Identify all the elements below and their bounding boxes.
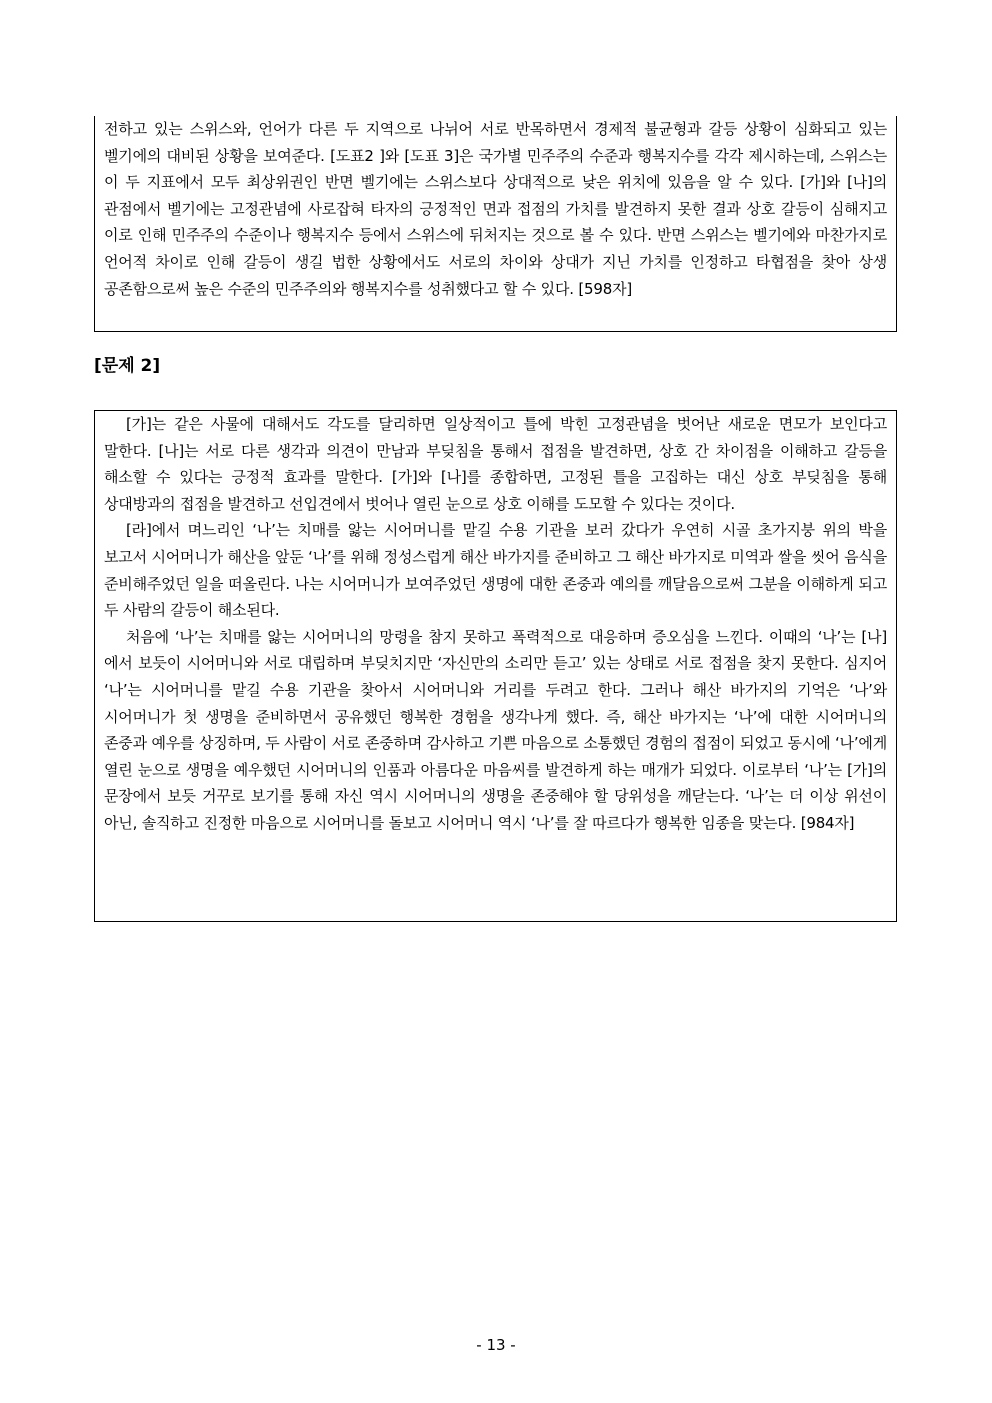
answer-1-paragraph: 전하고 있는 스위스와, 언어가 다른 두 지역으로 나뉘어 서로 반목하면서 경제적 불균형과 갈등 상황이 심화되고 있는 벨기에의 대비된 상황을 보여준다. [도표2 ]와 [도표 3]은 국가별 민주주의 수준과 행복지수를 각각 제시하는데, 스위스는 이 두 지표에서 모두 최상위권인 반면 벨기에는 스위스보다 상대적으로 낮은 위치에 있음을 알 수 있다. [가]와 [나]의 관점에서 벨기에는 고정관념에 사로잡혀 타자의 긍정적인 면과 접점의 가치를 발견하지 못한 결과 상호 갈등이 심해지고 이로 인해 민주주의 수준이나 행복지수 등에서 스위스에 뒤처지는 것으로 볼 수 있다. 반면 스위스는 벨기에와 마찬가지로 언어적 차이로 인해 갈등이 생길 법한 상황에서도 서로의 차이와 상대가 지닌 가치를 인정하고 타협점을 찾아 상생 공존함으로써 높은 수준의 민주주의와 행복지수를 성취했다고 할 수 있다. [598자] [104, 120, 887, 298]
problem-2-paragraph-3: 처음에 ‘나’는 치매를 앓는 시어머니의 망령을 참지 못하고 폭력적으로 대응하며 증오심을 느낀다. 이때의 ‘나’는 [나]에서 보듯이 시어머니와 서로 대립하며 부딪치지만 ‘자신만의 소리만 듣고’ 있는 상태로 서로 접점을 찾지 못한다. 심지어 ‘나’는 시어머니를 맡길 수용 기관을 찾아서 시어머니와 거리를 두려고 한다. 그러나 해산 바가지의 기억은 ‘나’와 시어머니가 첫 생명을 준비하면서 공유했던 행복한 경험을 생각나게 했다. 즉, 해산 바가지는 ‘나’에 대한 시어머니의 존중과 예우를 상징하며, 두 사람이 서로 존중하며 감사하고 기쁜 마음으로 소통했던 경험의 접점이 되었고 동시에 ‘나’에게 열린 눈으로 생명을 예우했던 시어머니의 인품과 아름다운 마음씨를 발견하게 하는 매개가 되었다. 이로부터 ‘나’는 [가]의 문장에서 보듯 거꾸로 보기를 통해 자신 역시 시어머니의 생명을 존중해야 할 당위성을 깨닫는다. ‘나’는 더 이상 위선이 아닌, 솔직하고 진정한 마음으로 시어머니를 돌보고 시어머니 역시 ‘나’를 잘 따르다가 행복한 임종을 맞는다. [984자] [104, 627, 887, 832]
problem-2-title: [문제 2] [94, 356, 161, 376]
answer-box-2 [94, 410, 897, 922]
problem-2-paragraph-2: [라]에서 며느리인 ‘나’는 치매를 앓는 시어머니를 맡길 수용 기관을 보러 갔다가 우연히 시골 초가지붕 위의 박을 보고서 시어머니가 해산을 앞둔 ‘나’를 위해 정성스럽게 해산 바가지를 준비하고 그 해산 바가지로 미역과 쌀을 씻어 음식을 준비해주었던 일을 떠올린다. 나는 시어머니가 보여주었던 생명에 대한 존중과 예의를 깨달음으로써 그분을 이해하게 되고 두 사람의 갈등이 해소된다. [104, 521, 887, 620]
page-number: - 13 - [476, 1336, 516, 1354]
problem-2-paragraph-1: [가]는 같은 사물에 대해서도 각도를 달리하면 일상적이고 틀에 박힌 고정관념을 벗어난 새로운 면모가 보인다고 말한다. [나]는 서로 다른 생각과 의견이 만남과 부딪침을 통해서 접점을 발견하면, 상호 간 차이점을 이해하고 갈등을 해소할 수 있다는 긍정적 효과를 말한다. [가]와 [나]를 종합하면, 고정된 틀을 고집하는 대신 상호 부딪침을 통해 상대방과의 접점을 발견하고 선입견에서 벗어나 열린 눈으로 상호 이해를 도모할 수 있다는 것이다. [104, 415, 887, 513]
answer-box-1 [94, 116, 897, 332]
